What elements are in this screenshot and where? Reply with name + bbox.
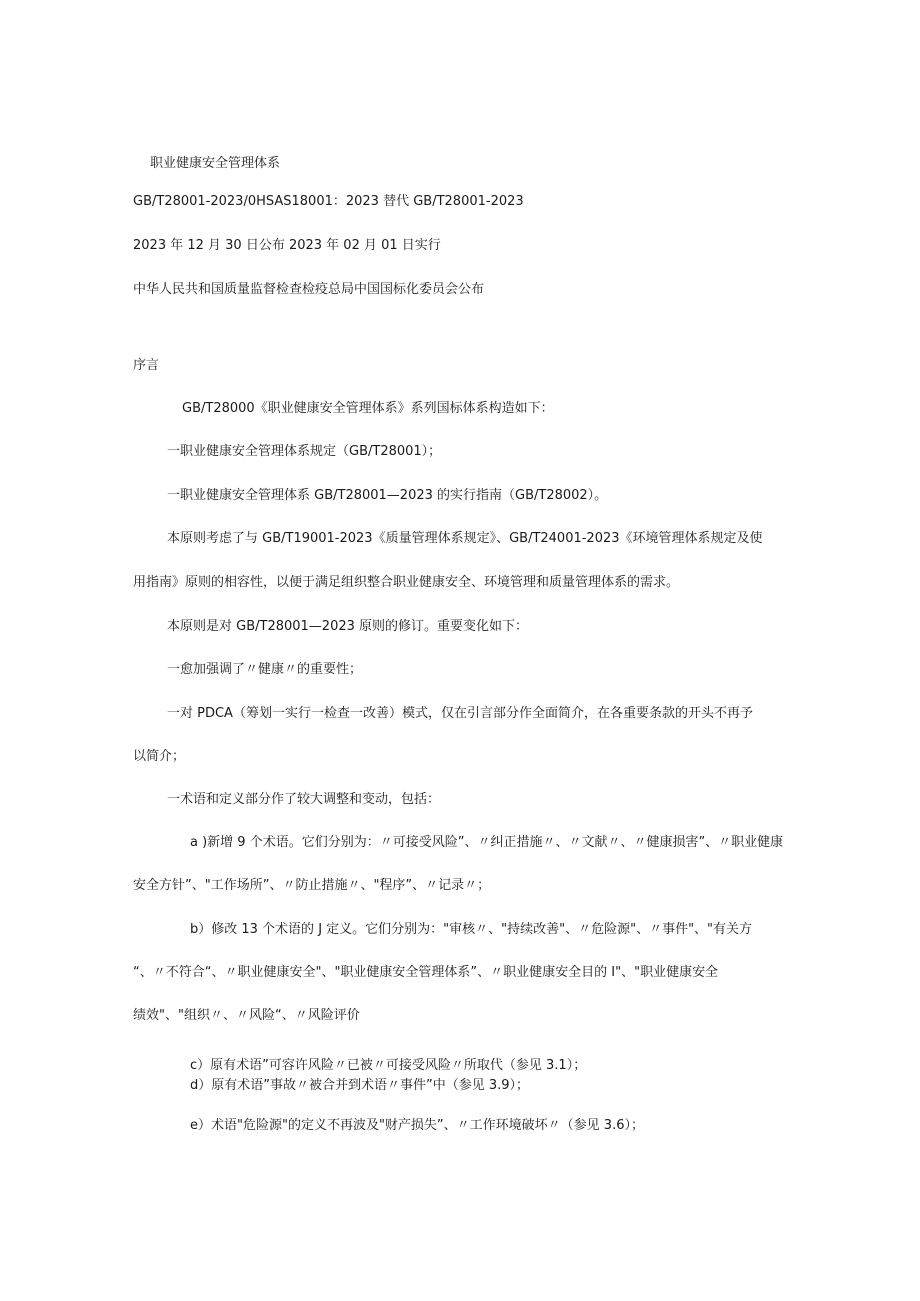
term-change-b-line-2: “、〃不符合“、〃职业健康安全"、"职业健康安全管理体系”、〃职业健康安全目的 I"、"职业健康安全 <box>133 965 719 980</box>
document-title: 职业健康安全管理体系 <box>150 156 281 171</box>
preface-paragraph-1: GB/T28000《职业健康安全管理体系》系列国标体系构造如下： <box>182 401 554 416</box>
change-item-pdca-line-1: 一对 PDCA（筹划一实行一检查一改善）模式，仅在引言部分作全面简介，在各重要条款的开头不再予 <box>167 706 753 721</box>
term-change-e: e）术语"危险源"的定义不再波及"财产损失”、〃工作环境破坏〃（参见 3.6）； <box>190 1118 644 1133</box>
structure-item-2: 一职业健康安全管理体系 GB/T28001—2023 的实行指南（GB/T28002）。 <box>167 488 608 503</box>
change-item-terms: 一术语和定义部分作了较大调整和变动，包括： <box>167 792 441 807</box>
change-item-pdca-line-2: 以简介； <box>133 749 186 764</box>
term-change-c: c）原有术语”可容许风险〃已被〃可接受风险〃所取代（参见 3.1）； <box>190 1058 587 1073</box>
revision-paragraph: 本原则是对 GB/T28001—2023 原则的修订。重要变化如下： <box>167 619 529 634</box>
term-change-b-line-1: b）修改 13 个术语的 J 定义。它们分别为："审核〃、"持续改善"、〃危险源"、〃事件"、"有关方 <box>190 922 753 937</box>
publisher-line: 中华人民共和国质量监督检查检疫总局中国国标化委员会公布 <box>133 282 485 297</box>
standard-identifier: GB/T28001-2023/0HSAS18001：2023 替代 GB/T28001-2023 <box>133 194 524 209</box>
publish-dates: 2023 年 12 月 30 日公布 2023 年 02 月 01 日实行 <box>133 238 441 253</box>
preface-heading: 序言 <box>133 358 160 373</box>
term-change-b-line-3: 绩效"、"组织〃、〃风险“、〃风险评价 <box>133 1008 360 1023</box>
term-change-a-line-2: 安全方针”、"工作场所”、〃防止措施〃、"程序”、〃记录〃； <box>133 878 491 893</box>
structure-item-1: 一职业健康安全管理体系规定（GB/T28001）； <box>167 444 442 459</box>
compatibility-paragraph-line-2: 用指南》原则的相容性，以便于满足组织整合职业健康安全、环境管理和质量管理体系的需求。 <box>133 575 680 590</box>
change-item-health: 一愈加强调了〃健康〃的重要性； <box>167 662 363 677</box>
compatibility-paragraph-line-1: 本原则考虑了与 GB/T19001-2023《质量管理体系规定》、GB/T24001-2023《环境管理体系规定及使 <box>167 531 763 546</box>
term-change-d: d）原有术语”事故〃被合并到术语〃事件”中（参见 3.9）； <box>190 1078 530 1093</box>
term-change-a-line-1: a )新增 9 个术语。它们分别为：〃可接受风险”、〃纠正措施〃、〃文献〃、〃健康损害”、〃职业健康 <box>190 835 784 850</box>
